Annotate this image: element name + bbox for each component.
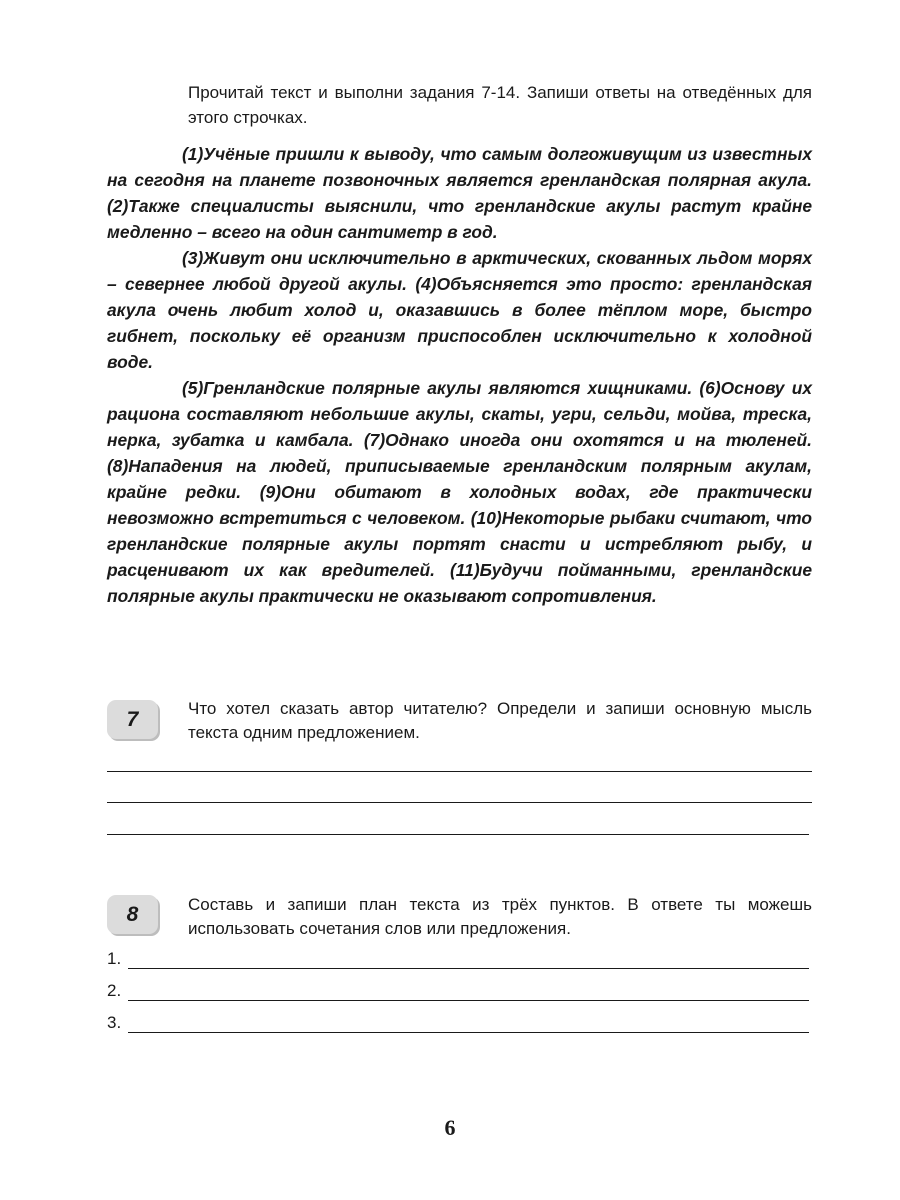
reading-paragraph-2: (3)Живут они исключительно в арктических, скованных льдом морях – севернее любой другой акулы. (4)Объясняется это просто: гренландская акула очень любит холод и, оказавшись в более тёплом море, быстро гибнет, поскольку её организм приспособлен исключительно к холодной воде. bbox=[107, 248, 812, 372]
reading-paragraph-1: (1)Учёные пришли к выводу, что самым долгоживущим из известных на сегодня на планете позвоночных является гренландская полярная акула. (2)Также специалисты выяснили, что гренландские акулы растут крайне медленно – всего на один сантиметр в год. bbox=[107, 144, 812, 242]
plan-item-1 bbox=[107, 941, 809, 969]
plan-item-1-answer-line[interactable] bbox=[128, 968, 809, 969]
task-7-number-badge: 7 bbox=[107, 700, 158, 739]
task-8-number-badge: 8 bbox=[107, 895, 158, 934]
plan-item-2-number: 2. bbox=[107, 981, 122, 1000]
plan-item-3-number: 3. bbox=[107, 1013, 122, 1032]
reading-text bbox=[107, 141, 812, 609]
plan-item-2 bbox=[107, 973, 809, 1001]
reading-paragraph-3: (5)Гренландские полярные акулы являются хищниками. (6)Основу их рациона составляют небольшие акулы, скаты, угри, сельди, мойва, треска, нерка, зубатка и камбала. (7)Однако иногда они охотятся и на тюленей. (8)Нападения на людей, приписываемые гренландским полярным акулам, крайне редки. (9)Они обитают в холодных водах, где практически невозможно встретиться с человеком. (10)Некоторые рыбаки считают, что гренландские полярные акулы портят снасти и истребляют рыбу, и расценивают их как вредителей. (11)Будучи пойманными, гренландские полярные акулы практически не оказывают сопротивления. bbox=[107, 378, 812, 606]
plan-item-2-answer-line[interactable] bbox=[128, 1000, 809, 1001]
task-7-question: Что хотел сказать автор читателю? Определи и запиши основную мысль текста одним предложением. bbox=[188, 699, 812, 742]
plan-item-3 bbox=[107, 1005, 809, 1033]
task-7-answer-line-3[interactable] bbox=[107, 834, 809, 835]
task-8-question: Составь и запиши план текста из трёх пунктов. В ответе ты можешь использовать сочетания слов или предложения. bbox=[188, 895, 812, 938]
plan-item-3-answer-line[interactable] bbox=[128, 1032, 809, 1033]
plan-item-1-number: 1. bbox=[107, 949, 122, 968]
page-number: 6 bbox=[444, 1115, 456, 1140]
task-7-answer-line-1[interactable] bbox=[107, 771, 812, 772]
task-7-answer-line-2[interactable] bbox=[107, 802, 812, 803]
task-instruction: Прочитай текст и выполни задания 7-14. Запиши ответы на отведённых для этого строчках. bbox=[188, 83, 812, 127]
